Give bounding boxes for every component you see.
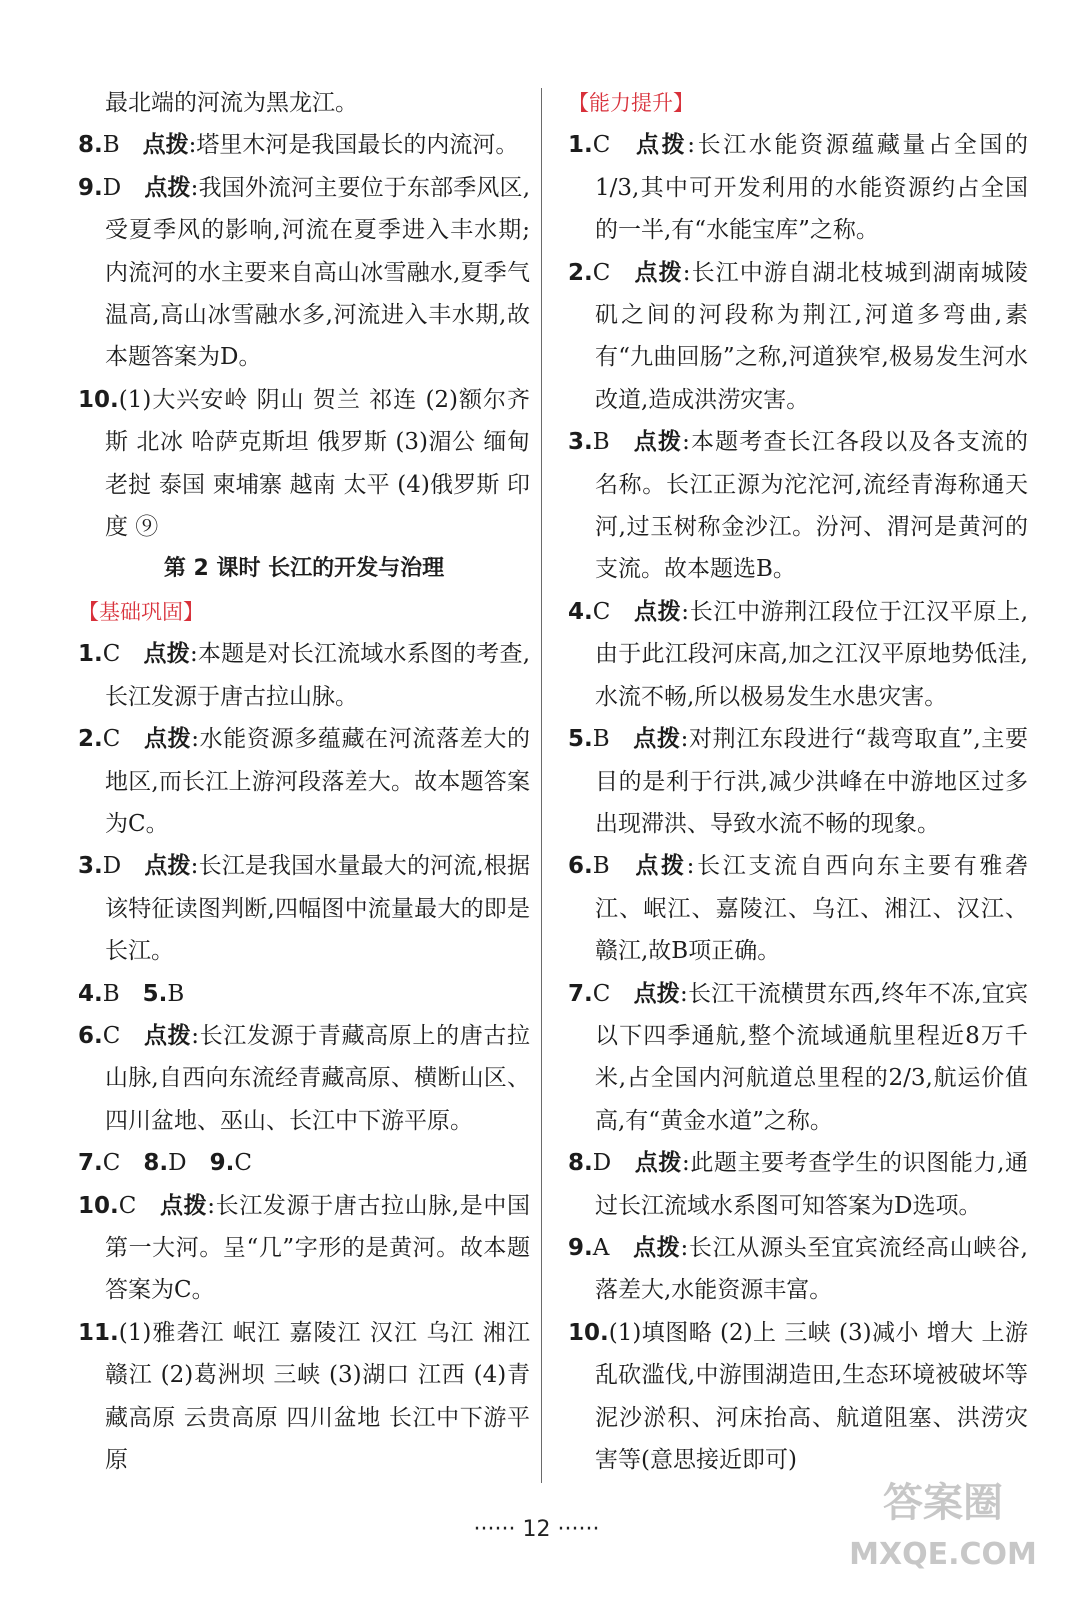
question-number: 11. bbox=[78, 1319, 119, 1346]
hint-label: 点拨 bbox=[143, 1022, 192, 1049]
answer-choice: B bbox=[592, 853, 610, 880]
answer-item bbox=[78, 1312, 530, 1482]
answer-choice: B bbox=[592, 429, 610, 456]
hint-label: 点拨 bbox=[634, 1150, 682, 1177]
answer-explanation: :本题是对长江流域水系图的考查,长江发源于唐古拉山脉。 bbox=[105, 641, 531, 710]
watermark-title: 答案圈 bbox=[883, 1480, 1003, 1526]
hint-label: 点拨 bbox=[632, 853, 687, 880]
question-number: 9. bbox=[78, 174, 103, 201]
answer-item bbox=[78, 633, 530, 718]
answer-choice: D bbox=[102, 174, 122, 201]
answer-explanation: :长江支流自西向东主要有雅砻江、岷江、嘉陵江、乌江、湘江、汉江、赣江,故B项正确。 bbox=[595, 853, 1029, 965]
question-number: 3. bbox=[78, 853, 103, 880]
answer-explanation: :水能资源多蕴藏在河流落差大的地区,而长江上游河段落差大。故本题答案为C。 bbox=[105, 726, 530, 837]
answer-item bbox=[568, 845, 1028, 972]
answer-item bbox=[568, 973, 1028, 1143]
question-number: 5. bbox=[568, 726, 593, 753]
answer-choice: C bbox=[118, 1192, 137, 1219]
answer-explanation: :长江干流横贯东西,终年不冻,宜宾以下四季通航,整个流域通航里程近8万千米,占全国内河航道总里程的2/3,航运价值高,有“黄金水道”之称。 bbox=[595, 980, 1029, 1134]
hint-label: 点拨 bbox=[632, 429, 683, 456]
answer-item bbox=[568, 1227, 1028, 1312]
answer-choice: C bbox=[592, 598, 611, 625]
question-number: 6. bbox=[568, 853, 593, 880]
question-number: 7. bbox=[568, 980, 593, 1007]
question-number: 3. bbox=[568, 429, 593, 456]
answer-explanation: :长江发源于唐古拉山脉,是中国第一大河。呈“几”字形的是黄河。故本题答案为C。 bbox=[105, 1192, 531, 1304]
answer-choice: B bbox=[102, 132, 120, 159]
question-number: 10. bbox=[78, 1192, 119, 1219]
answer-item bbox=[568, 1142, 1028, 1227]
answer-choice: D bbox=[102, 853, 122, 880]
lesson-title: 第 2 课时 长江的开发与治理 bbox=[163, 556, 445, 582]
answer-choice: B bbox=[102, 980, 120, 1007]
answer-item bbox=[568, 1312, 1028, 1482]
answer-explanation: (1)大兴安岭 阴山 贺兰 祁连 (2)额尔齐斯 北冰 哈萨克斯坦 俄罗斯 (3)湄公 缅甸 老挝 泰国 柬埔寨 越南 太平 (4)俄罗斯 印度 ⑨ bbox=[105, 386, 530, 541]
question-number: 8. bbox=[78, 132, 103, 159]
watermark-logo bbox=[838, 1468, 1048, 1578]
answer-explanation: (1)填图略 (2)上 三峡 (3)减小 增大 上游乱砍滥伐,中游围湖造田,生态环境被破坏等 泥沙淤积、河床抬高、航道阻塞、洪涝灾害等(意思接近即可) bbox=[595, 1319, 1028, 1473]
answer-choice: C bbox=[592, 132, 611, 159]
answer-explanation: (1)雅砻江 岷江 嘉陵江 汉江 乌江 湘江 赣江 (2)葛洲坝 三峡 (3)湖口 江西 (4)青藏高原 云贵高原 四川盆地 长江中下游平原 bbox=[105, 1319, 530, 1473]
answer-choice: C bbox=[102, 726, 121, 753]
watermark-url: MXQE.COM bbox=[849, 1537, 1037, 1572]
answer-choice: D bbox=[168, 1150, 187, 1177]
left-column bbox=[78, 82, 530, 1481]
answer-explanation: :长江从源头至宜宾流经高山峡谷,落差大,水能资源丰富。 bbox=[595, 1234, 1028, 1304]
hint-label: 点拨 bbox=[633, 598, 682, 625]
answer-item bbox=[568, 252, 1028, 422]
hint-label: 点拨 bbox=[633, 980, 681, 1007]
answer-explanation: :长江中游自湖北枝城到湖南城陵矶之间的河段称为荆江,河道多弯曲,素有“九曲回肠”之称,河道狭窄,极易发生河水改道,造成洪涝灾害。 bbox=[595, 259, 1029, 413]
question-number: 7. bbox=[78, 1150, 103, 1177]
question-number: 10. bbox=[568, 1319, 609, 1346]
answer-explanation: :本题考查长江各段以及各支流的名称。长江正源为沱沱河,流经青海称通天河,过玉树称金沙江。汾河、渭河是黄河的支流。故本题选B。 bbox=[595, 429, 1029, 583]
answer-choice: C bbox=[592, 980, 611, 1007]
answer-item bbox=[78, 845, 530, 972]
answer-item bbox=[568, 591, 1028, 718]
hint-label: 点拨 bbox=[633, 132, 688, 159]
answer-choice: C bbox=[102, 641, 121, 668]
answer-explanation: :塔里木河是我国最长的内流河。 bbox=[188, 132, 519, 159]
question-number: 8. bbox=[143, 1150, 169, 1177]
question-number: 5. bbox=[142, 980, 168, 1007]
hint-label: 点拨 bbox=[144, 853, 191, 880]
question-number: 6. bbox=[78, 1022, 103, 1049]
answer-explanation: :长江是我国水量最大的河流,根据该特征读图判断,四幅图中流量最大的即是长江。 bbox=[105, 853, 531, 965]
hint-label: 点拨 bbox=[143, 726, 192, 753]
question-number: 1. bbox=[78, 641, 103, 668]
answer-item bbox=[78, 1015, 530, 1142]
question-number: 9. bbox=[209, 1150, 235, 1177]
answer-choice: B bbox=[167, 980, 185, 1007]
hint-label: 点拨 bbox=[159, 1192, 208, 1219]
answer-choice: C bbox=[592, 259, 611, 286]
section-heading: 【基础巩固】 bbox=[78, 599, 204, 624]
column-divider bbox=[541, 88, 542, 1483]
hint-label: 点拨 bbox=[633, 259, 683, 286]
hint-label: 点拨 bbox=[143, 641, 190, 668]
answer-continuation: 最北端的河流为黑龙江。 bbox=[105, 90, 358, 116]
answer-choice: C bbox=[234, 1150, 252, 1177]
question-number: 2. bbox=[78, 726, 103, 753]
answer-choice: C bbox=[102, 1150, 121, 1177]
answer-explanation: :长江水能资源蕴藏量占全国的1/3,其中可开发利用的水能资源约占全国的一半,有“水能宝库”之称。 bbox=[595, 132, 1029, 244]
question-number: 4. bbox=[568, 598, 593, 625]
answer-choice: C bbox=[102, 1022, 121, 1049]
answer-item-group bbox=[78, 1142, 530, 1184]
question-number: 4. bbox=[78, 980, 103, 1007]
page-number: ······ 12 ······ bbox=[473, 1517, 600, 1542]
question-number: 10. bbox=[78, 386, 119, 413]
answer-item bbox=[568, 421, 1028, 591]
answer-explanation: :长江中游荆江段位于江汉平原上,由于此江段河床高,加之江汉平原地势低洼,水流不畅,所以极易发生水患灾害。 bbox=[595, 598, 1029, 710]
question-number: 1. bbox=[568, 132, 593, 159]
hint-label: 点拨 bbox=[632, 726, 681, 753]
answer-explanation: :此题主要考查学生的识图能力,通过长江流域水系图可知答案为D选项。 bbox=[595, 1150, 1029, 1219]
answer-explanation: :对荆江东段进行“裁弯取直”,主要目的是利于行洪,减少洪峰在中游地区过多出现滞洪、导致水流不畅的现象。 bbox=[595, 726, 1029, 837]
answer-item bbox=[78, 718, 530, 845]
answer-choice: B bbox=[592, 726, 610, 753]
answer-choice: D bbox=[592, 1150, 612, 1177]
answer-item bbox=[78, 379, 530, 549]
hint-label: 点拨 bbox=[632, 1234, 681, 1261]
answer-item bbox=[78, 167, 530, 379]
right-column bbox=[568, 82, 1028, 1481]
hint-label: 点拨 bbox=[144, 174, 191, 201]
question-number: 2. bbox=[568, 259, 593, 286]
answer-explanation: :我国外流河主要位于东部季风区,受夏季风的影响,河流在夏季进入丰水期;内流河的水主要来自高山冰雪融水,夏季气温高,高山冰雪融水多,河流进入丰水期,故本题答案为D。 bbox=[105, 174, 531, 371]
section-heading: 【能力提升】 bbox=[568, 91, 694, 115]
answer-item bbox=[78, 124, 530, 166]
question-number: 8. bbox=[568, 1150, 593, 1177]
answer-choice: A bbox=[592, 1234, 610, 1261]
answer-item bbox=[78, 1185, 530, 1312]
answer-item bbox=[568, 718, 1028, 845]
answer-item-group bbox=[78, 973, 530, 1015]
hint-label: 点拨 bbox=[142, 132, 189, 159]
question-number: 9. bbox=[568, 1234, 593, 1261]
answer-explanation: :长江发源于青藏高原上的唐古拉山脉,自西向东流经青藏高原、横断山区、四川盆地、巫山、长江中下游平原。 bbox=[105, 1022, 530, 1134]
answer-item bbox=[568, 124, 1028, 251]
